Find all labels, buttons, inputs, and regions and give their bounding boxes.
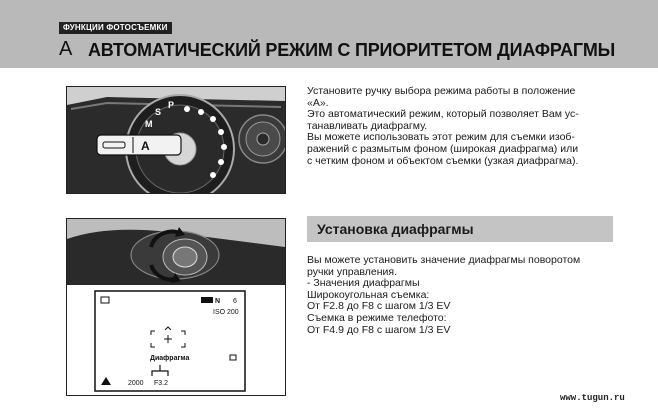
section-tag: ФУНКЦИИ ФОТОСЪЕМКИ: [59, 22, 172, 34]
lcd-aperture-label: Диафрагма: [150, 355, 190, 362]
dial-label-m: M: [145, 119, 153, 129]
dial-mark-icon: [210, 116, 216, 122]
dial-mark-icon: [184, 106, 190, 112]
mode-letter: A: [59, 38, 73, 60]
intro-text: Установите ручку выбора режима работы в положение «A». Это автоматический режим, который позволяет Вам ус- танавливать диафрагму. Вы можете использовать этот режим для съемки изоб- ражений с размытым фоном (широкая диафрагма) или с четким фоном и объектом съемки (узкая диафрагма).: [307, 85, 579, 167]
mode-dial-illustration: [66, 86, 286, 194]
page-title: АВТОМАТИЧЕСКИЙ РЕЖИМ С ПРИОРИТЕТОМ ДИАФРАГМЫ: [88, 40, 616, 60]
lcd-shots: 6: [233, 298, 237, 305]
dial-mark-icon: [210, 172, 216, 178]
lcd-shutter: 2000: [128, 380, 144, 387]
quality-icon: [201, 297, 213, 303]
lcd-aperture: F3.2: [154, 380, 169, 387]
dial-mark-icon: [221, 144, 227, 150]
dial-label-s: S: [155, 107, 162, 117]
dial-mark-icon: [218, 129, 224, 135]
command-dial-illustration: [66, 218, 286, 396]
section-text: Вы можете установить значение диафрагмы поворотом ручки управления. - Значения диафрагмы Широкоугольная съемка: От F2.8 до F8 с шагом 1/3 EV Съемка в режиме телефото: От F4.9 до F8 с шагом 1/3 EV: [307, 254, 581, 336]
lcd-iso: ISO 200: [213, 309, 239, 316]
command-dial-drawing: [67, 219, 285, 395]
dial-mark-icon: [218, 159, 224, 165]
dial-pointer-label: A: [141, 139, 150, 153]
section-title: Установка диафрагмы: [317, 221, 474, 237]
mode-dial-drawing: [67, 87, 285, 193]
dial-label-p: P: [168, 100, 175, 110]
dial-pointer-box: [97, 135, 181, 155]
lcd-quality: N: [215, 298, 221, 305]
lcd-screen: [95, 291, 245, 391]
footer-url: www.tugun.ru: [560, 393, 625, 403]
dial-mark-icon: [198, 109, 204, 115]
